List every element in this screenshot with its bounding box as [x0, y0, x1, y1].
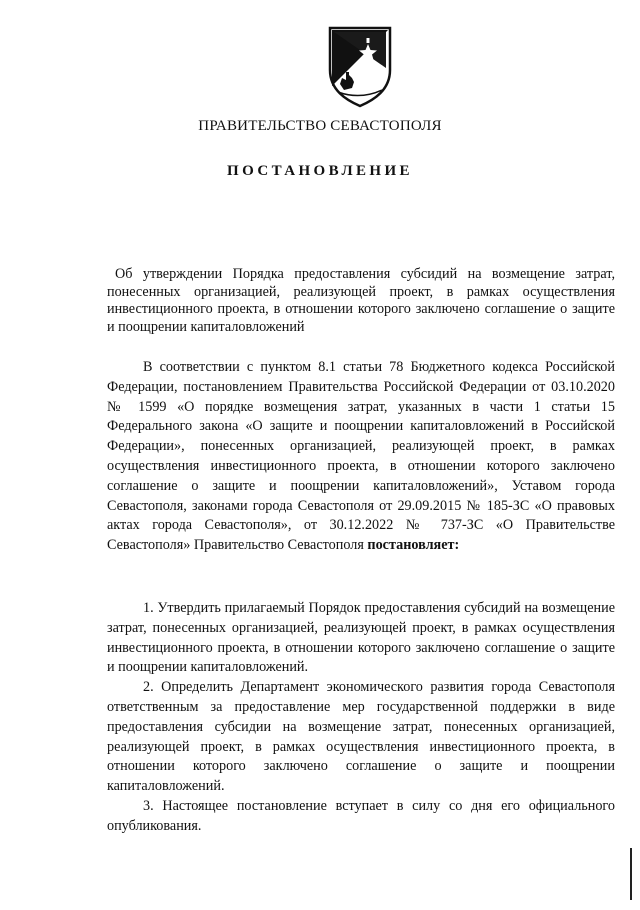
- scan-edge-mark: [630, 848, 632, 900]
- resolution-item-3: 3. Настоящее постановление вступает в силу со дня его официального опубликования.: [107, 797, 615, 834]
- document-type-heading: ПОСТАНОВЛЕНИЕ: [227, 163, 413, 179]
- sevastopol-coat-of-arms-icon: [326, 24, 394, 108]
- resolve-keyword: постановляет:: [367, 537, 460, 554]
- resolution-item-2: 2. Определить Департамент экономического развития города Севастополя ответственным за предоставление мер государственной поддержки в виде предоставления субсидии на возмещение затрат, понесенных организацией, реализующей проект, в рамках осуществления инвестиционного проекта, в отношении которого заключено соглашение о защите и поощрении капиталовложений.: [107, 679, 615, 795]
- preamble-text: В соответствии с пунктом 8.1 статьи 78 Бюджетного кодекса Российской Федерации, постановлением Правительства Российской Федерации от 03.10.2020 № 1599 «О порядке возмещения затрат, указанных в части 1 статьи 15 Федерального закона «О защите и поощрении капиталовложений в Российской Федерации», понесенных организацией, реализующей проект, в рамках осуществления инвестиционного проекта, в отношении которого заключено соглашение о защите и поощрении капиталовложений», Уставом города Севастополя, законами города Севастополя от 29.09.2015 № 185-ЗС «О правовых актах города Севастополя», от 30.12.2022 № 737-ЗС «О Правительстве Севастополя» Правительство Севастополя: [107, 359, 615, 554]
- preamble-paragraph: [107, 358, 615, 556]
- government-title: ПРАВИТЕЛЬСТВО СЕВАСТОПОЛЯ: [198, 118, 442, 134]
- resolution-item-1: 1. Утвердить прилагаемый Порядок предоставления субсидий на возмещение затрат, понесенных организацией, реализующей проект, в рамках осуществления инвестиционного проекта, в отношении которого заключено соглашение о защите и поощрении капиталовложений.: [107, 600, 615, 676]
- resolution-subject: Об утверждении Порядка предоставления субсидий на возмещение затрат, понесенных организацией, реализующей проект, в рамках осуществления инвестиционного проекта, в отношении которого заключено соглашение о защите и поощрении капиталовложений: [107, 266, 615, 335]
- resolution-items: [107, 599, 615, 837]
